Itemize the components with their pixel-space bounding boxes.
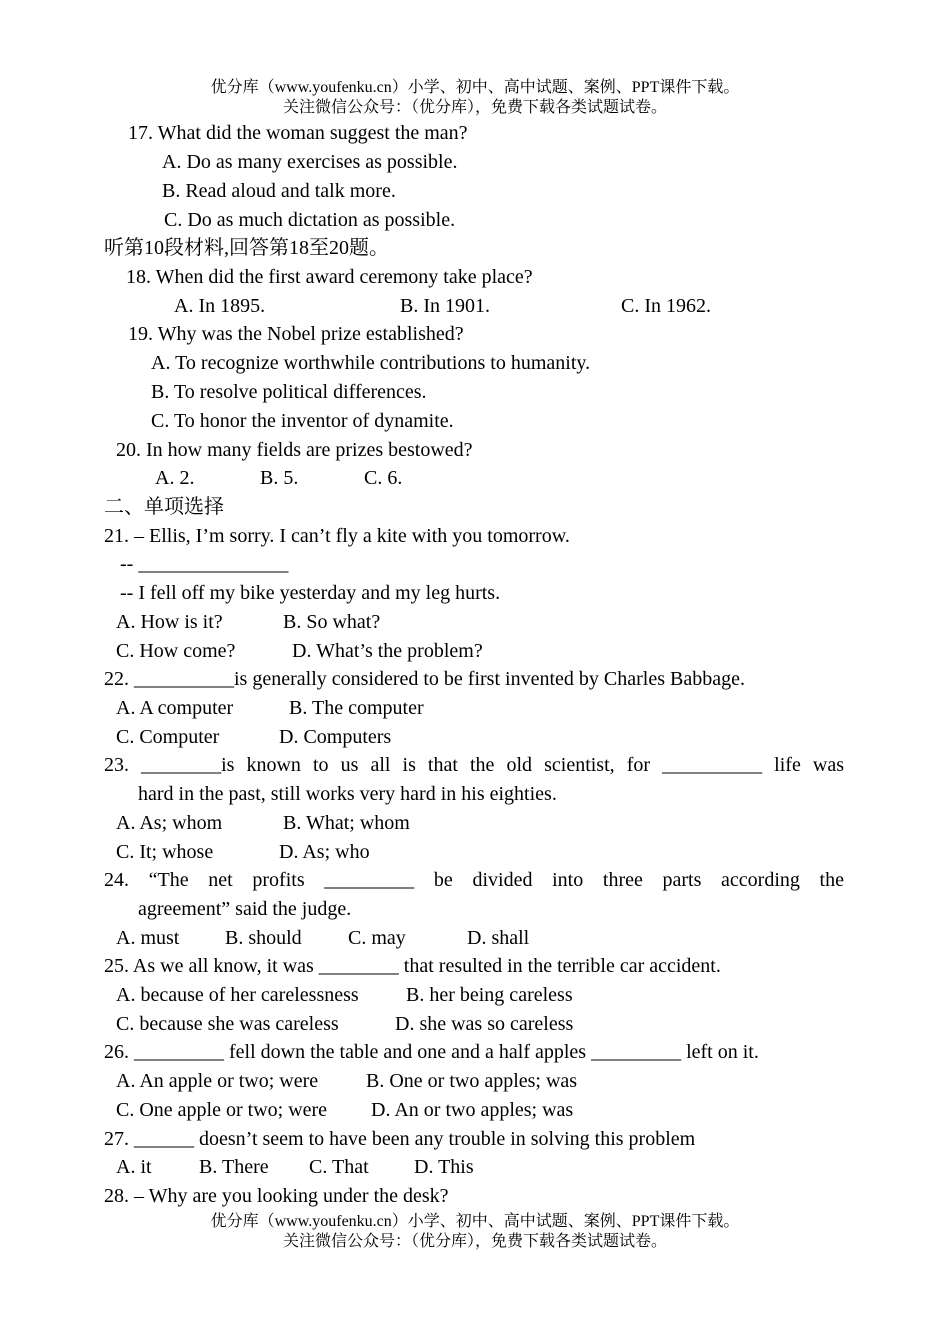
- question-19-option-a: A. To recognize worthwhile contributions to humanity.: [151, 352, 591, 374]
- question-27-stem: 27. ______ doesn’t seem to have been any trouble in solving this problem: [104, 1128, 696, 1150]
- section-10-instruction: 听第10段材料,回答第18至20题。: [104, 237, 389, 259]
- question-21-option-d: D. What’s the problem?: [292, 640, 483, 662]
- question-24-option-d: D. shall: [467, 927, 530, 949]
- question-26-option-c: C. One apple or two; were: [116, 1099, 328, 1121]
- question-26-option-a: A. An apple or two; were: [116, 1070, 319, 1092]
- question-25-option-b: B. her being careless: [406, 984, 573, 1006]
- question-26-option-b: B. One or two apples; was: [366, 1070, 578, 1092]
- question-27-option-a: A. it: [116, 1156, 152, 1178]
- question-17-option-c: C. Do as much dictation as possible.: [164, 209, 456, 231]
- page-header-line-2: 关注微信公众号：（优分库），免费下载各类试题试卷。: [282, 99, 667, 116]
- question-19-option-b: B. To resolve political differences.: [151, 381, 427, 403]
- question-21-stem: 21. – Ellis, I’m sorry. I can’t fly a kite with you tomorrow.: [104, 525, 570, 547]
- question-22-option-d: D. Computers: [279, 726, 392, 748]
- question-23-stem-text: 23. ________is known to us all is that the old scientist, for __________ life was: [104, 754, 844, 776]
- question-20-stem: 20. In how many fields are prizes bestowed?: [116, 439, 473, 461]
- page-footer-line-1: 优分库（www.youfenku.cn）小学、初中、高中试题、案例、PPT课件下载。: [210, 1213, 740, 1230]
- question-19-stem: 19. Why was the Nobel prize established?: [128, 323, 464, 345]
- question-25-option-c: C. because she was careless: [116, 1013, 339, 1035]
- question-17-option-a: A. Do as many exercises as possible.: [162, 151, 458, 173]
- question-21-option-c: C. How come?: [116, 640, 236, 662]
- question-22-option-b: B. The computer: [289, 697, 424, 719]
- question-20-option-a: A. 2.: [155, 467, 195, 489]
- question-24-option-c: C. may: [348, 927, 406, 949]
- question-21-option-b: B. So what?: [283, 611, 381, 633]
- question-20-option-c: C. 6.: [364, 467, 403, 489]
- question-27-option-c: C. That: [309, 1156, 369, 1178]
- question-24-option-b: B. should: [225, 927, 302, 949]
- question-23-option-c: C. It; whose: [116, 841, 214, 863]
- question-25-option-d: D. she was so careless: [395, 1013, 574, 1035]
- question-24-stem-line-2: agreement” said the judge.: [138, 898, 352, 920]
- question-17-stem: 17. What did the woman suggest the man?: [128, 122, 468, 144]
- question-23-option-a: A. As; whom: [116, 812, 223, 834]
- question-24-option-a: A. must: [116, 927, 180, 949]
- question-28-stem: 28. – Why are you looking under the desk?: [104, 1185, 449, 1207]
- question-17-option-b: B. Read aloud and talk more.: [162, 180, 396, 202]
- question-23-stem-line-1: [104, 751, 844, 779]
- question-21-option-a: A. How is it?: [116, 611, 223, 633]
- question-25-option-a: A. because of her carelessness: [116, 984, 359, 1006]
- question-25-stem: 25. As we all know, it was ________ that resulted in the terrible car accident.: [104, 955, 721, 977]
- question-18-option-a: A. In 1895.: [174, 295, 266, 317]
- page-header-line-1: 优分库（www.youfenku.cn）小学、初中、高中试题、案例、PPT课件下载。: [210, 79, 740, 96]
- question-26-option-d: D. An or two apples; was: [371, 1099, 574, 1121]
- question-22-option-a: A. A computer: [116, 697, 234, 719]
- question-19-option-c: C. To honor the inventor of dynamite.: [151, 410, 454, 432]
- page-footer-line-2: 关注微信公众号：（优分库），免费下载各类试题试卷。: [282, 1233, 667, 1250]
- question-23-option-b: B. What; whom: [283, 812, 410, 834]
- question-27-option-d: D. This: [414, 1156, 474, 1178]
- question-23-stem-line-2: hard in the past, still works very hard in his eighties.: [138, 783, 557, 805]
- question-21-reply: -- I fell off my bike yesterday and my leg hurts.: [120, 582, 501, 604]
- question-20-option-b: B. 5.: [260, 467, 299, 489]
- question-26-stem: 26. _________ fell down the table and one and a half apples _________ left on it.: [104, 1041, 759, 1063]
- question-21-blank: -- _______________: [120, 553, 289, 575]
- question-24-stem-line-1: 24. “The net profits _________ be divided into three parts according the: [104, 869, 844, 891]
- question-22-stem: 22. __________is generally considered to be first invented by Charles Babbage.: [104, 668, 745, 690]
- question-23-option-d: D. As; who: [279, 841, 370, 863]
- question-22-option-c: C. Computer: [116, 726, 220, 748]
- question-18-option-b: B. In 1901.: [400, 295, 490, 317]
- question-18-option-c: C. In 1962.: [621, 295, 711, 317]
- question-18-stem: 18. When did the first award ceremony take place?: [126, 266, 533, 288]
- question-27-option-b: B. There: [199, 1156, 269, 1178]
- section-2-heading: 二、单项选择: [104, 496, 224, 518]
